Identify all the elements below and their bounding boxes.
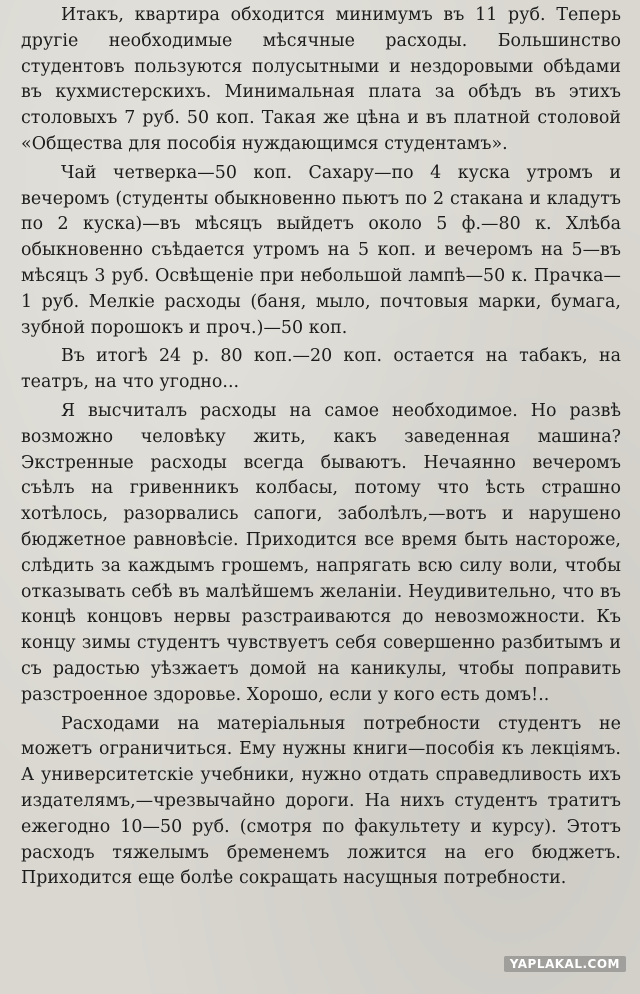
body-text bbox=[21, 3, 621, 892]
paragraph-extra-expenses: Я высчиталъ расходы на самое необходимое. Но развѣ возможно человѣку жить, какъ заведенная машина? Экстренные расходы всегда бываютъ. Нечаянно вечеромъ съѣлъ на гривенникъ колбасы, потому что ѣсть страшно хотѣлось, разорвались сапоги, заболѣлъ,—вотъ и нарушено бюджетное равновѣсіе. Приходится все время быть настороже, слѣдить за каждымъ грошемъ, напрягать всю силу воли, чтобы отказывать себѣ въ малѣйшемъ желаніи. Неудивительно, что въ концѣ концовъ нервы разстраиваются до невозможности. Къ концу зимы студентъ чувствуетъ себя совершенно разбитымъ и съ радостью уѣзжаетъ домой на каникулы, чтобы поправить разстроенное здоровье. Хорошо, если у кого есть домъ!.. bbox=[21, 400, 621, 705]
paragraph-rent-and-meals: Итакъ, квартира обходится минимумъ въ 11 руб. Теперь другіе необходимые мѣсячные расходы. Большинство студентовъ пользуются полусытными и нездоровыми обѣдами въ кухмистерскихъ. Минимальная плата за обѣдъ въ этихъ столовыхъ 7 руб. 50 коп. Такая же цѣна и въ платной столовой «Общества для пособія нуждающимся студентамъ». bbox=[21, 5, 621, 154]
watermark: YAPLAKAL.COM bbox=[504, 956, 626, 972]
paragraph-total: Въ итогѣ 24 р. 80 коп.—20 коп. остается на табакъ, на театръ, на что угодно... bbox=[21, 346, 621, 393]
paragraph-books: Расходами на матеріальныя потребности студентъ не можетъ ограничиться. Ему нужны книги—пособія къ лекціямъ. А университетскіе учебники, нужно отдать справедливость ихъ издателямъ,—чрезвычайно дороги. На нихъ студентъ тратитъ ежегодно 10—50 руб. (смотря по факультету и курсу). Этотъ расходъ тяжелымъ бременемъ ложится на его бюджетъ. Приходится еще болѣе сокращать насущныя потребности. bbox=[21, 713, 621, 889]
paragraph-tea-sugar-bread: Чай четверка—50 коп. Сахару—по 4 куска утромъ и вечеромъ (студенты обыкновенно пьютъ по 2 стакана и кладутъ по 2 куска)—въ мѣсяцъ выйдетъ около 5 ф.—80 к. Хлѣба обыкновенно съѣдается утромъ на 5 коп. и вечеромъ на 5—въ мѣсяцъ 3 руб. Освѣщеніе при небольшой лампѣ—50 к. Прачка—1 руб. Мелкіе расходы (баня, мыло, почтовыя марки, бумага, зубной порошокъ и проч.)—50 коп. bbox=[21, 162, 621, 338]
